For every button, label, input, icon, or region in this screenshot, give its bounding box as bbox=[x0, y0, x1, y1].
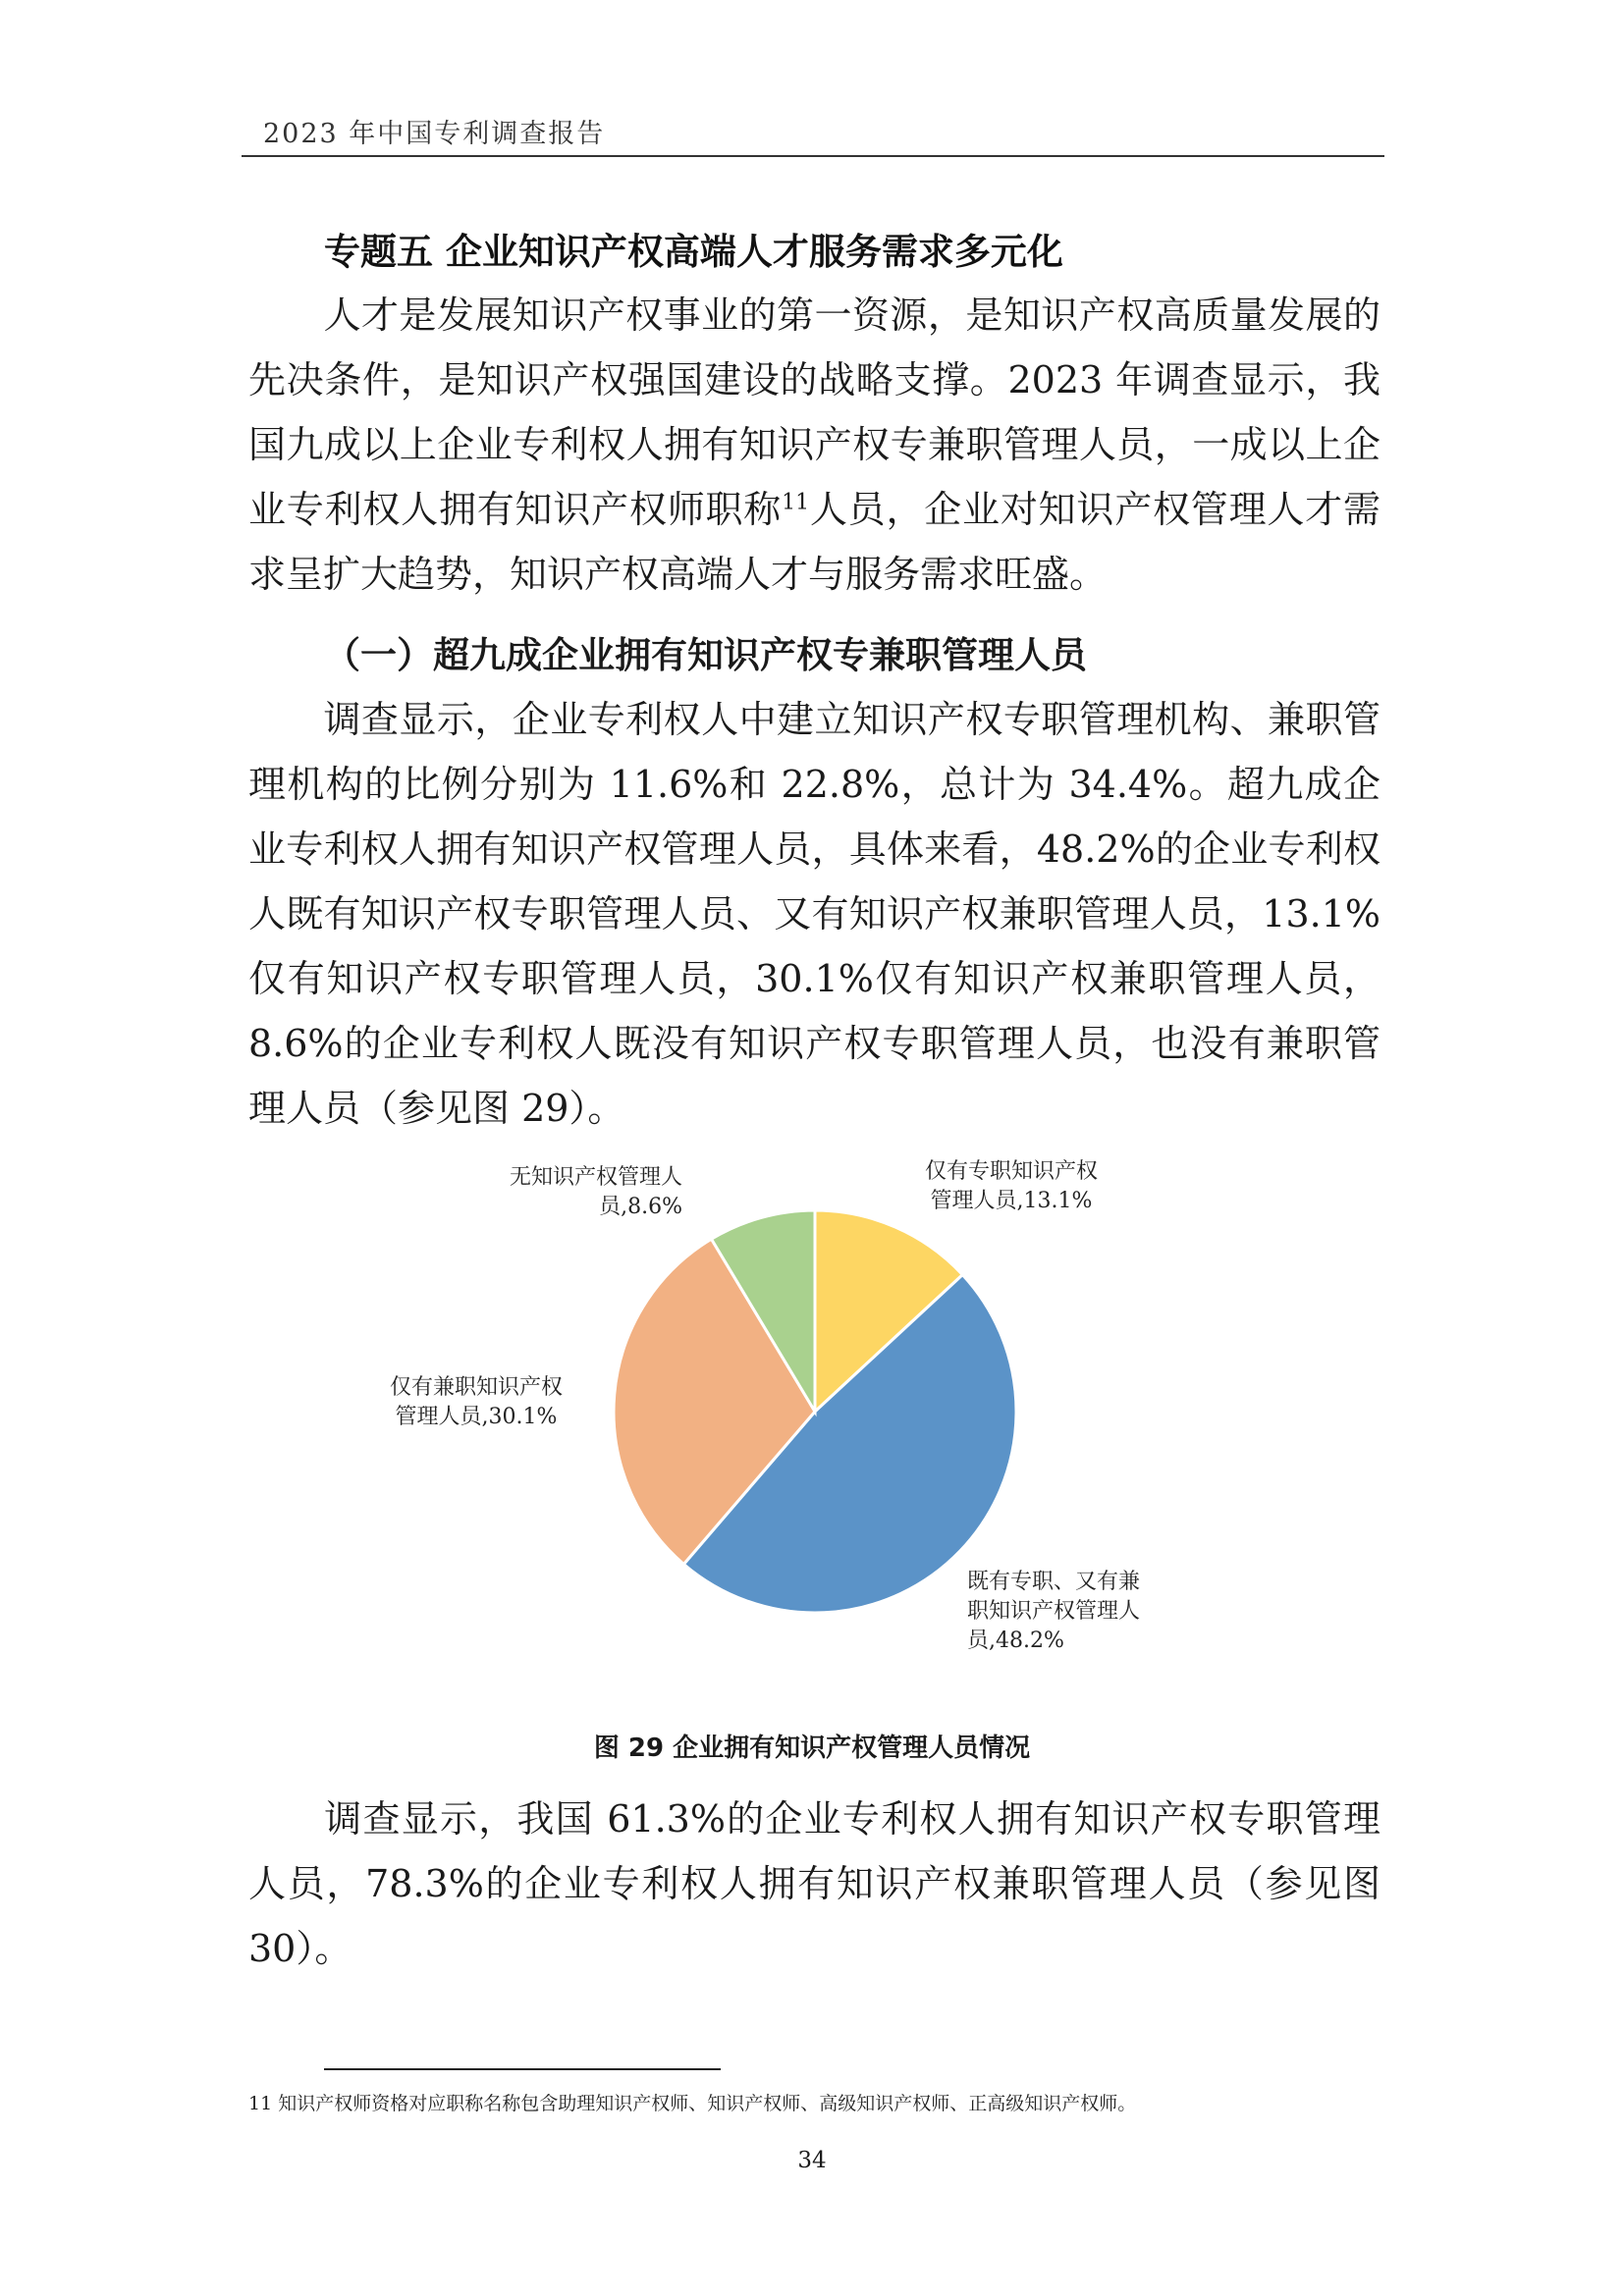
footnote: 11 知识产权师资格对应职称名称包含助理知识产权师、知识产权师、高级知识产权师、正高级知识产权师。 bbox=[248, 2093, 1137, 2114]
running-header: 2023 年中国专利调查报告 bbox=[263, 119, 606, 149]
pie-label-2-line-3: 员,48.2% bbox=[967, 1629, 1064, 1653]
paragraph-survey bbox=[248, 687, 1380, 1141]
pie-label-3 bbox=[390, 1375, 563, 1429]
pie-label-1 bbox=[925, 1159, 1098, 1213]
paragraph-intro-text-a: 人才是发展知识产权事业的第一资源，是知识产权高质量发展的先决条件，是知识产权强国建设的战略支撑。2023 年调查显示，我国九成以上企业专利权人拥有知识产权专兼职管理人员，一成以上企业专利权人拥有知识产权师职称 bbox=[248, 294, 1380, 531]
pie-chart bbox=[334, 1148, 1218, 1679]
page-number: 34 bbox=[797, 2148, 827, 2173]
pie-label-2-line-1: 既有专职、又有兼 bbox=[967, 1570, 1141, 1594]
pie-label-2-line-2: 职知识产权管理人 bbox=[967, 1599, 1141, 1624]
pie-label-1-line-1: 仅有专职知识产权 bbox=[924, 1159, 1099, 1184]
pie-label-4-line-1: 无知识产权管理人 bbox=[509, 1165, 682, 1190]
topic-title: 专题五 企业知识产权高端人才服务需求多元化 bbox=[324, 231, 1063, 273]
pie-label-2 bbox=[967, 1570, 1140, 1653]
pie-label-4-line-2: 员,8.6% bbox=[599, 1195, 682, 1219]
pie-label-3-line-1: 仅有兼职知识产权 bbox=[389, 1375, 564, 1400]
footnote-rule bbox=[324, 2068, 721, 2070]
footnote-ref[interactable]: 11 bbox=[782, 490, 810, 515]
paragraph-followup bbox=[248, 1787, 1380, 1981]
section-heading: （一）超九成企业拥有知识产权专兼职管理人员 bbox=[324, 634, 1087, 676]
pie-label-1-line-2: 管理人员,13.1% bbox=[930, 1189, 1093, 1213]
paragraph-intro-text-b: 人员，企业对知识产权管理人才需求呈扩大趋势，知识产权高端人才与服务需求旺盛。 bbox=[248, 488, 1380, 596]
paragraph-followup-text: 调查显示，我国 61.3%的企业专利权人拥有知识产权专职管理人员，78.3%的企业专利权人拥有知识产权兼职管理人员（参见图30）。 bbox=[248, 1797, 1380, 1970]
header-rule bbox=[242, 155, 1384, 157]
paragraph-survey-text: 调查显示，企业专利权人中建立知识产权专职管理机构、兼职管理机构的比例分别为 11.6%和 22.8%，总计为 34.4%。超九成企业专利权人拥有知识产权管理人员，具体来看，48.2%的企业专利权人既有知识产权专职管理人员、又有知识产权兼职管理人员，13.1%仅有知识产权专职管理人员，30.1%仅有知识产权兼职管理人员，8.6%的企业专利权人既没有知识产权专职管理人员，也没有兼职管理人员（参见图 29）。 bbox=[248, 698, 1380, 1130]
pie-label-4 bbox=[510, 1165, 682, 1219]
pie-label-3-line-2: 管理人员,30.1% bbox=[395, 1405, 558, 1429]
figure-caption: 图 29 企业拥有知识产权管理人员情况 bbox=[593, 1734, 1031, 1763]
paragraph-intro bbox=[248, 283, 1380, 607]
